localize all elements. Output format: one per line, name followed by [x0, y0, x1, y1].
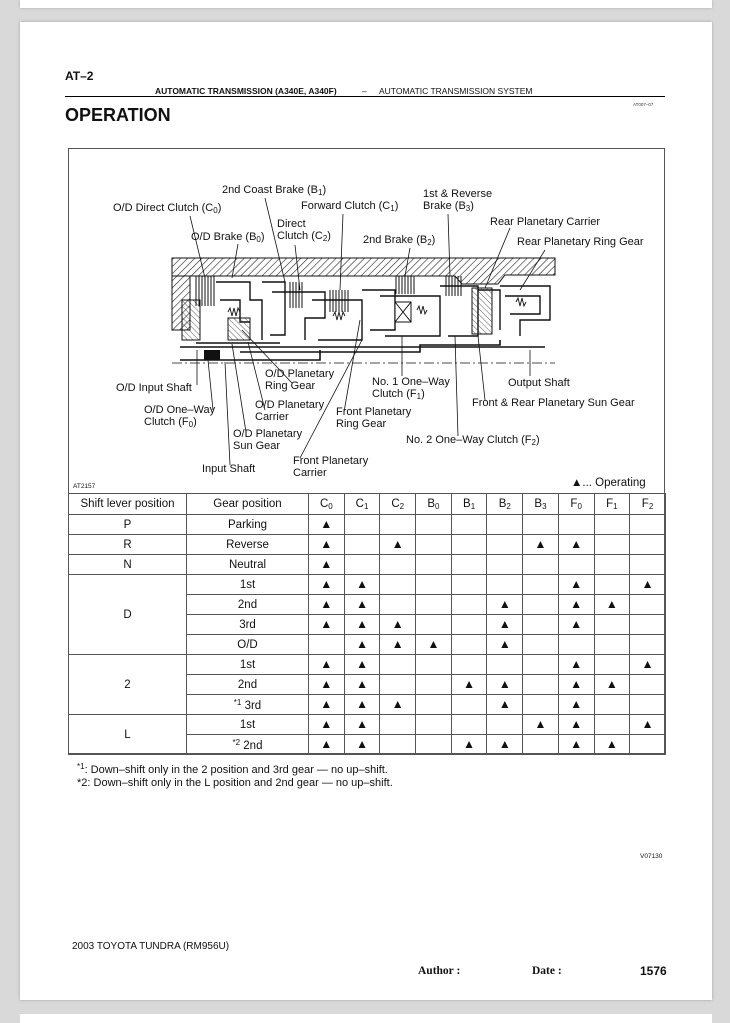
- operating-mark: ▲: [570, 677, 583, 691]
- element-cell: [594, 515, 630, 535]
- element-cell: [523, 515, 559, 535]
- element-cell: [630, 735, 666, 755]
- footer-title: 2003 TOYOTA TUNDRA (RM956U): [72, 941, 230, 952]
- element-cell: [416, 595, 452, 615]
- element-cell: [451, 695, 487, 715]
- element-cell: [344, 695, 380, 715]
- operating-mark: ▲: [570, 737, 583, 751]
- operating-mark: ▲: [570, 697, 583, 711]
- element-cell: [630, 675, 666, 695]
- element-cell: [558, 735, 594, 755]
- col-gear-position: Gear position: [187, 494, 309, 515]
- gear-position-cell: 2nd: [187, 595, 309, 615]
- element-cell: [487, 515, 523, 535]
- col-element: $B_2$: [487, 494, 523, 515]
- operating-mark: ▲: [320, 657, 333, 671]
- element-cell: [487, 615, 523, 635]
- element-cell: [416, 575, 452, 595]
- element-cell: [594, 655, 630, 675]
- operating-mark: ▲: [391, 637, 404, 651]
- element-cell: [558, 515, 594, 535]
- element-cell: [309, 615, 345, 635]
- label-2nd-coast-brake: 2nd Coast Brake $(B_1)$: [222, 184, 327, 197]
- gear-position-cell: $^{*2}$ 2nd: [187, 735, 309, 755]
- gear-position-cell: 2nd: [187, 675, 309, 695]
- element-cell: [523, 675, 559, 695]
- operating-mark: ▲: [641, 717, 654, 731]
- operating-mark: ▲: [391, 537, 404, 551]
- operating-mark: ▲: [498, 697, 511, 711]
- col-element: $C_0$: [309, 494, 345, 515]
- element-cell: [451, 735, 487, 755]
- element-cell: [630, 595, 666, 615]
- element-cell: [451, 555, 487, 575]
- element-cell: [309, 555, 345, 575]
- table-row: [69, 715, 666, 735]
- col-element: $F_1$: [594, 494, 630, 515]
- element-cell: [309, 515, 345, 535]
- operating-mark: ▲: [320, 517, 333, 531]
- author-field: Author :: [418, 965, 461, 977]
- element-cell: [487, 595, 523, 615]
- element-cell: [380, 575, 416, 595]
- element-cell: [487, 675, 523, 695]
- col-element: $B_1$: [451, 494, 487, 515]
- element-cell: [451, 515, 487, 535]
- operating-mark: ▲: [498, 617, 511, 631]
- element-cell: [487, 635, 523, 655]
- operating-mark: ▲: [320, 617, 333, 631]
- element-cell: [594, 735, 630, 755]
- element-cell: [380, 595, 416, 615]
- element-cell: [558, 675, 594, 695]
- element-cell: [594, 635, 630, 655]
- operating-mark: ▲: [356, 737, 368, 751]
- element-cell: [344, 555, 380, 575]
- element-cell: [594, 715, 630, 735]
- col-element: $F_2$: [630, 494, 666, 515]
- label-od-direct-clutch: O/D Direct Clutch $(C_0)$: [113, 202, 222, 215]
- element-cell: [630, 715, 666, 735]
- operating-mark: ▲: [320, 717, 333, 731]
- element-cell: [416, 735, 452, 755]
- operating-mark: ▲: [570, 577, 583, 591]
- element-cell: [344, 575, 380, 595]
- operating-mark: ▲: [356, 697, 368, 711]
- operating-mark: ▲: [356, 637, 368, 651]
- gear-position-cell: Parking: [187, 515, 309, 535]
- operating-mark: ▲: [320, 537, 333, 551]
- operating-mark: ▲: [391, 617, 404, 631]
- col-element: $B_3$: [523, 494, 559, 515]
- page-code: AT–2: [65, 69, 94, 83]
- operating-mark: ▲: [356, 677, 368, 691]
- element-cell: [487, 715, 523, 735]
- operating-mark: ▲: [605, 677, 618, 691]
- element-cell: [487, 735, 523, 755]
- element-cell: [416, 715, 452, 735]
- gear-position-cell: $^{*1}$ 3rd: [187, 695, 309, 715]
- element-cell: [380, 555, 416, 575]
- element-cell: [416, 675, 452, 695]
- col-element: $C_2$: [380, 494, 416, 515]
- element-cell: [594, 535, 630, 555]
- header-subtitle: AUTOMATIC TRANSMISSION SYSTEM: [379, 86, 533, 96]
- label-od-planetary-ring-gear: O/D Planetary Ring Gear: [265, 368, 335, 392]
- operating-mark: ▲: [356, 597, 368, 611]
- gear-position-cell: Neutral: [187, 555, 309, 575]
- element-cell: [523, 695, 559, 715]
- document-code: V07130: [640, 853, 663, 860]
- element-cell: [594, 555, 630, 575]
- element-cell: [630, 575, 666, 595]
- element-cell: [487, 655, 523, 675]
- label-2nd-brake: 2nd Brake $(B_2)$: [363, 234, 436, 247]
- element-cell: [630, 535, 666, 555]
- element-cell: [630, 615, 666, 635]
- element-cell: [416, 555, 452, 575]
- element-cell: [309, 715, 345, 735]
- label-no2-one-way-clutch: No. 2 One–Way Clutch $(F_2)$: [406, 434, 540, 447]
- element-cell: [523, 635, 559, 655]
- element-cell: [594, 695, 630, 715]
- label-no1-one-way-clutch: No. 1 One–Way Clutch $(F_1)$: [372, 376, 450, 401]
- col-element: $B_0$: [416, 494, 452, 515]
- element-cell: [594, 595, 630, 615]
- operating-mark: ▲: [427, 637, 440, 651]
- label-od-brake: O/D Brake $(B_0)$: [191, 231, 265, 244]
- footnote-1: $^{*1}$: Down–shift only in the 2 position and 3rd gear — no up–shift.: [77, 762, 388, 776]
- element-cell: [451, 675, 487, 695]
- element-cell: [344, 675, 380, 695]
- element-cell: [416, 535, 452, 555]
- operating-mark: ▲: [320, 697, 333, 711]
- operating-mark: ▲: [534, 717, 547, 731]
- label-output-shaft: Output Shaft: [508, 377, 570, 389]
- element-cell: [309, 635, 345, 655]
- element-cell: [344, 615, 380, 635]
- label-rear-planetary-carrier: Rear Planetary Carrier: [490, 216, 601, 228]
- operating-mark: ▲: [320, 737, 333, 751]
- shift-lever-cell: 2: [69, 655, 187, 715]
- element-cell: [558, 575, 594, 595]
- element-cell: [344, 735, 380, 755]
- gear-position-cell: Reverse: [187, 535, 309, 555]
- element-cell: [309, 535, 345, 555]
- element-cell: [523, 575, 559, 595]
- label-forward-clutch: Forward Clutch $(C_1)$: [301, 200, 399, 213]
- element-cell: [309, 595, 345, 615]
- element-cell: [309, 675, 345, 695]
- element-cell: [630, 695, 666, 715]
- element-cell: [380, 715, 416, 735]
- operating-mark: ▲: [641, 657, 654, 671]
- col-shift-lever-position: Shift lever position: [69, 494, 187, 515]
- operating-mark: ▲: [498, 597, 511, 611]
- element-cell: [380, 675, 416, 695]
- element-cell: [451, 595, 487, 615]
- table-row: [69, 535, 666, 555]
- element-cell: [630, 515, 666, 535]
- element-cell: [380, 535, 416, 555]
- page-number: 1576: [640, 964, 667, 978]
- element-cell: [487, 695, 523, 715]
- element-cell: [523, 735, 559, 755]
- element-cell: [344, 515, 380, 535]
- element-cell: [416, 635, 452, 655]
- gear-position-cell: 1st: [187, 575, 309, 595]
- label-od-planetary-carrier: O/D Planetary Carrier: [255, 399, 325, 423]
- element-cell: [594, 615, 630, 635]
- element-cell: [451, 615, 487, 635]
- element-cell: [558, 615, 594, 635]
- element-cell: [523, 595, 559, 615]
- operating-mark: ▲: [570, 537, 583, 551]
- table-row: [69, 655, 666, 675]
- label-rear-planetary-ring-gear: Rear Planetary Ring Gear: [517, 236, 644, 248]
- shift-lever-cell: D: [69, 575, 187, 655]
- element-cell: [594, 675, 630, 695]
- operating-mark: ▲: [320, 677, 333, 691]
- figure-code: AT2157: [73, 483, 96, 490]
- label-front-planetary-carrier: Front Planetary Carrier: [293, 455, 369, 479]
- label-front-rear-sun-gear: Front & Rear Planetary Sun Gear: [472, 397, 635, 409]
- table-row: [69, 515, 666, 535]
- operating-mark: ▲: [570, 717, 583, 731]
- element-cell: [451, 655, 487, 675]
- label-front-planetary-ring-gear: Front Planetary Ring Gear: [336, 406, 412, 430]
- label-input-shaft: Input Shaft: [202, 463, 256, 475]
- header-title: AUTOMATIC TRANSMISSION (A340E, A340F): [155, 86, 337, 96]
- element-cell: [380, 515, 416, 535]
- clutch-operation-table: [68, 493, 666, 755]
- operating-mark: ▲: [498, 677, 511, 691]
- element-cell: [630, 555, 666, 575]
- operating-mark: ▲: [356, 657, 368, 671]
- operating-legend: ▲... Operating: [571, 477, 646, 489]
- element-cell: [558, 655, 594, 675]
- header-dash: –: [362, 86, 367, 96]
- element-cell: [416, 695, 452, 715]
- element-cell: [523, 655, 559, 675]
- date-field: Date :: [532, 965, 562, 977]
- gear-position-cell: O/D: [187, 635, 309, 655]
- element-cell: [630, 655, 666, 675]
- element-cell: [630, 635, 666, 655]
- element-cell: [344, 535, 380, 555]
- operating-mark: ▲: [534, 537, 547, 551]
- element-cell: [487, 575, 523, 595]
- ref-code: AT007–07: [633, 102, 654, 107]
- element-cell: [558, 635, 594, 655]
- operating-mark: ▲: [463, 737, 476, 751]
- element-cell: [558, 555, 594, 575]
- element-cell: [380, 615, 416, 635]
- shift-lever-cell: R: [69, 535, 187, 555]
- element-cell: [416, 615, 452, 635]
- element-cell: [416, 515, 452, 535]
- table-row: [69, 555, 666, 575]
- operating-mark: ▲: [570, 617, 583, 631]
- label-od-input-shaft: O/D Input Shaft: [116, 382, 192, 394]
- gear-position-cell: 1st: [187, 655, 309, 675]
- operating-mark: ▲: [498, 737, 511, 751]
- operating-mark: ▲: [605, 737, 618, 751]
- element-cell: [523, 555, 559, 575]
- element-cell: [344, 655, 380, 675]
- element-cell: [523, 615, 559, 635]
- col-element: $C_1$: [344, 494, 380, 515]
- element-cell: [380, 735, 416, 755]
- element-cell: [487, 535, 523, 555]
- operating-mark: ▲: [570, 657, 583, 671]
- element-cell: [487, 555, 523, 575]
- section-title: OPERATION: [65, 105, 171, 125]
- label-1st-reverse-brake: 1st & Reverse Brake $(B_3)$: [423, 188, 493, 213]
- element-cell: [523, 715, 559, 735]
- operating-mark: ▲: [356, 617, 368, 631]
- table-header-row: [69, 494, 666, 515]
- shift-lever-cell: N: [69, 555, 187, 575]
- operating-mark: ▲: [391, 697, 404, 711]
- gear-position-cell: 1st: [187, 715, 309, 735]
- operating-mark: ▲: [320, 557, 333, 571]
- element-cell: [380, 655, 416, 675]
- operating-mark: ▲: [356, 577, 368, 591]
- element-cell: [309, 695, 345, 715]
- operating-mark: ▲: [605, 597, 618, 611]
- label-od-planetary-sun-gear: O/D Planetary Sun Gear: [233, 428, 303, 452]
- element-cell: [380, 695, 416, 715]
- operating-mark: ▲: [641, 577, 654, 591]
- element-cell: [558, 595, 594, 615]
- footnote-2: *2: Down–shift only in the L position and 2nd gear — no up–shift.: [77, 777, 393, 789]
- element-cell: [309, 655, 345, 675]
- gear-position-cell: 3rd: [187, 615, 309, 635]
- element-cell: [451, 575, 487, 595]
- element-cell: [309, 735, 345, 755]
- element-cell: [558, 715, 594, 735]
- element-cell: [558, 535, 594, 555]
- label-direct-clutch: Direct Clutch $(C_2)$: [277, 218, 331, 243]
- operating-mark: ▲: [320, 597, 333, 611]
- operating-mark: ▲: [570, 597, 583, 611]
- shift-lever-cell: P: [69, 515, 187, 535]
- label-od-one-way-clutch: O/D One–Way Clutch $(F_0)$: [144, 404, 216, 429]
- element-cell: [380, 635, 416, 655]
- element-cell: [344, 595, 380, 615]
- operating-mark: ▲: [463, 677, 476, 691]
- element-cell: [451, 715, 487, 735]
- col-element: $F_0$: [558, 494, 594, 515]
- element-cell: [344, 635, 380, 655]
- element-cell: [451, 535, 487, 555]
- element-cell: [416, 655, 452, 675]
- element-cell: [309, 575, 345, 595]
- element-cell: [344, 715, 380, 735]
- element-cell: [558, 695, 594, 715]
- operating-mark: ▲: [498, 637, 511, 651]
- operating-mark: ▲: [356, 717, 368, 731]
- element-cell: [451, 635, 487, 655]
- operating-mark: ▲: [320, 577, 333, 591]
- table-row: [69, 575, 666, 595]
- element-cell: [523, 535, 559, 555]
- element-cell: [594, 575, 630, 595]
- shift-lever-cell: L: [69, 715, 187, 755]
